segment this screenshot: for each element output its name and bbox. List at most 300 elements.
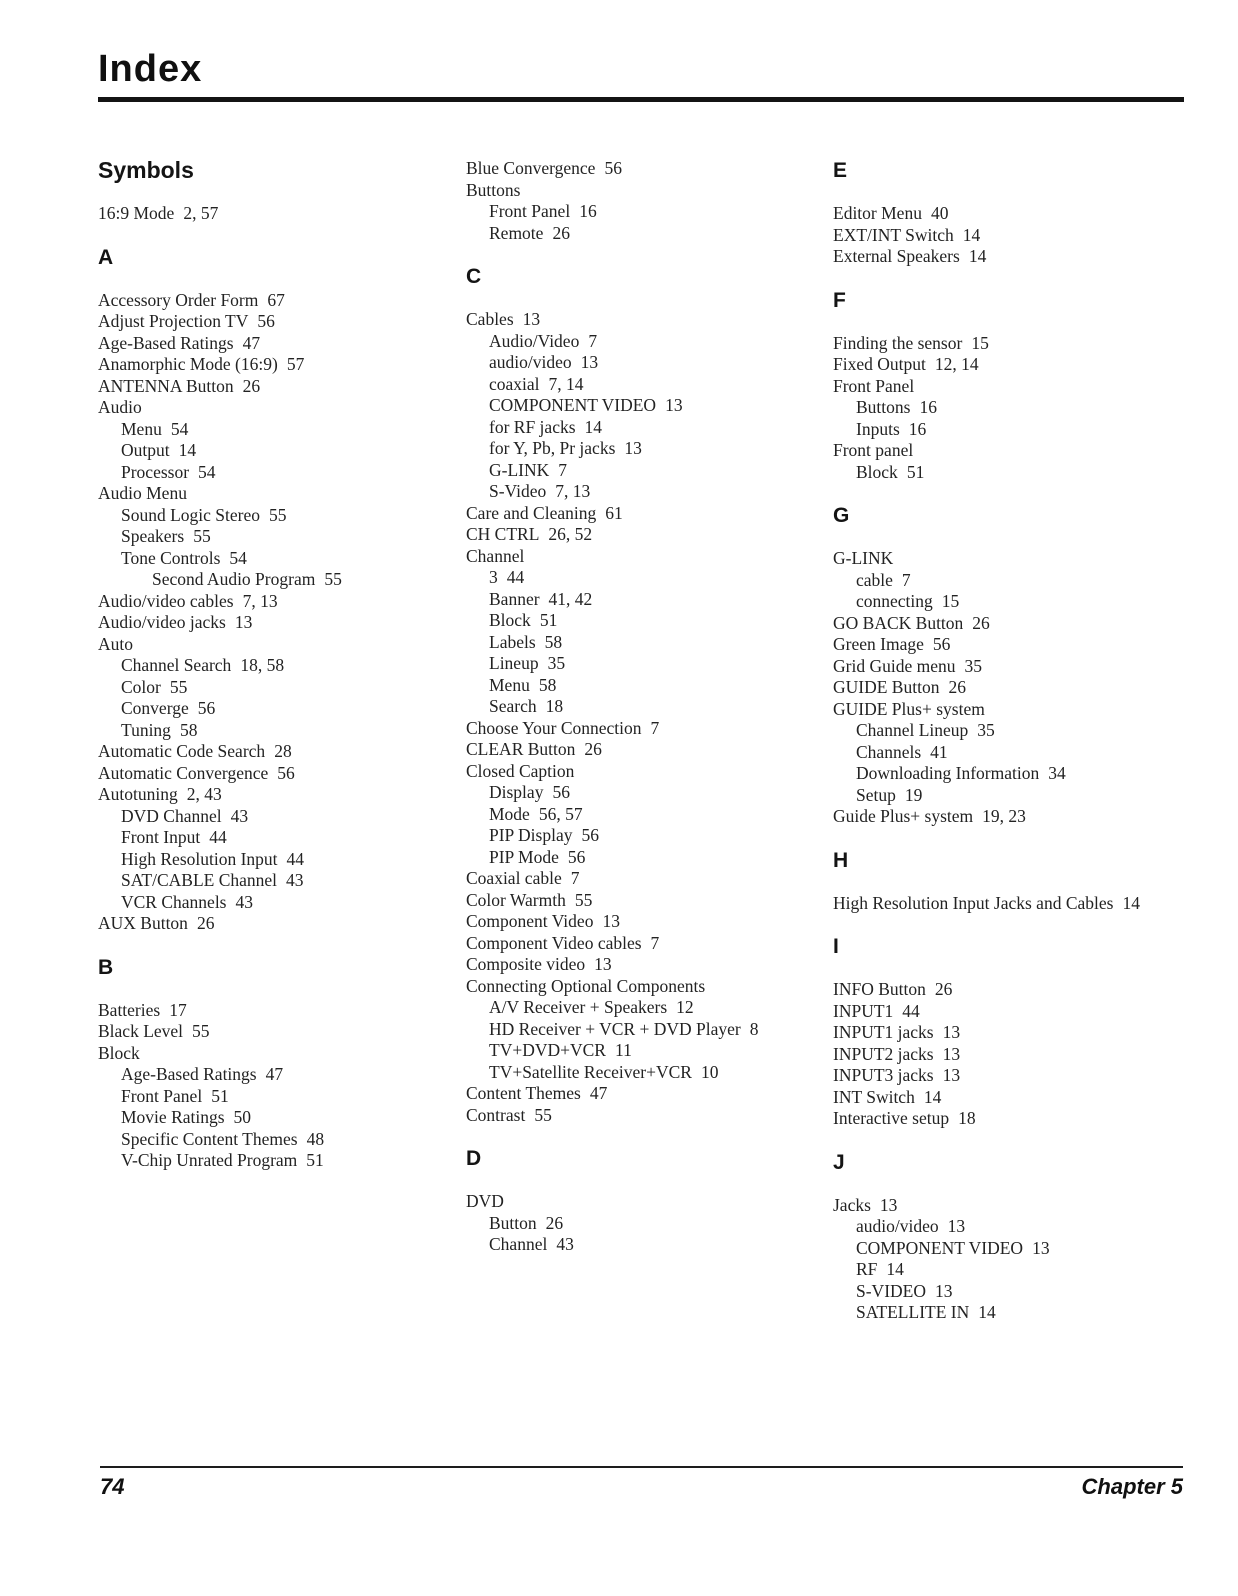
index-entry bbox=[833, 1044, 1195, 1066]
index-entry-label: Composite video bbox=[466, 954, 586, 974]
index-entry-pages: 14 bbox=[962, 224, 981, 245]
index-entry-pages: 26 bbox=[948, 677, 966, 697]
index-entry bbox=[466, 223, 828, 245]
index-entry-pages: 51 bbox=[306, 1150, 324, 1170]
index-entry bbox=[833, 397, 1195, 419]
index-entry-pages: 56 bbox=[552, 782, 570, 802]
index-entry bbox=[833, 1065, 1195, 1087]
index-entry-pages: 26, 52 bbox=[548, 524, 593, 544]
index-entry bbox=[466, 395, 828, 417]
index-entry-label: Audio bbox=[98, 397, 142, 417]
index-entry-label: Tuning bbox=[121, 719, 171, 740]
index-entry-label: Connecting Optional Components bbox=[466, 975, 706, 996]
index-entry-label: TV+Satellite Receiver+VCR bbox=[489, 1061, 692, 1082]
section-heading-c: C bbox=[466, 265, 482, 288]
index-entry-pages: 13 bbox=[947, 1216, 966, 1236]
index-entry-label: for RF jacks bbox=[489, 416, 576, 437]
index-entry bbox=[98, 548, 460, 570]
index-entry-label: Audio/Video bbox=[489, 330, 580, 351]
index-entry-pages: 55 bbox=[193, 526, 211, 546]
index-entry bbox=[833, 806, 1195, 828]
index-entry-pages: 26 bbox=[552, 222, 570, 243]
index-entry-label: Finding the sensor bbox=[833, 332, 963, 353]
index-entry-label: Channel Lineup bbox=[856, 720, 969, 740]
index-entry-label: Front Panel bbox=[489, 201, 571, 221]
index-entry bbox=[466, 589, 828, 611]
index-entry bbox=[833, 1195, 1195, 1217]
index-entry bbox=[466, 868, 828, 890]
index-entry-pages: 7 bbox=[558, 459, 568, 480]
index-entry bbox=[98, 763, 460, 785]
chapter-label: Chapter 5 bbox=[1081, 1474, 1183, 1499]
index-entry-pages: 18 bbox=[545, 696, 564, 716]
index-entry-label: Fixed Output bbox=[833, 354, 926, 374]
index-entry-pages: 13 bbox=[665, 395, 683, 415]
index-entry-pages: 26 bbox=[196, 913, 215, 933]
index-entry-label: CLEAR Button bbox=[466, 739, 576, 759]
index-entry-label: Blue Convergence bbox=[466, 158, 596, 178]
index-entry-label: Movie Ratings bbox=[121, 1107, 225, 1127]
index-entry bbox=[98, 612, 460, 634]
index-entry-label: External Speakers bbox=[833, 246, 960, 266]
section-heading-symbols: Symbols bbox=[98, 157, 194, 183]
index-entry-pages: 7 bbox=[650, 717, 660, 738]
index-entry-pages: 14 bbox=[978, 1302, 996, 1322]
index-entry bbox=[466, 309, 828, 331]
index-entry-label: CH CTRL bbox=[466, 524, 540, 544]
index-entry bbox=[466, 804, 828, 826]
index-entry-pages: 19 bbox=[904, 784, 923, 805]
section-heading-b: B bbox=[98, 955, 114, 979]
index-entry-pages: 43 bbox=[235, 891, 253, 912]
index-entry-pages: 44 bbox=[209, 827, 227, 847]
index-entry bbox=[833, 979, 1195, 1001]
index-entry-pages: 56 bbox=[197, 698, 216, 718]
index-entry bbox=[466, 201, 828, 223]
index-entry-label: Speakers bbox=[121, 526, 185, 546]
index-entry bbox=[833, 591, 1195, 613]
index-entry bbox=[98, 462, 460, 484]
index-entry bbox=[466, 933, 828, 955]
index-entry-label: cable bbox=[856, 569, 893, 590]
index-entry-pages: 13 bbox=[624, 438, 642, 458]
index-entry bbox=[833, 376, 1195, 398]
index-entry-label: Menu bbox=[121, 418, 162, 439]
index-entry-label: GUIDE Plus+ system bbox=[833, 698, 985, 719]
index-entry-pages: 14 bbox=[968, 246, 987, 266]
index-entry-label: DVD Channel bbox=[121, 805, 222, 826]
index-entry bbox=[98, 913, 460, 935]
index-entry-label: Guide Plus+ system bbox=[833, 806, 974, 826]
index-entry-label: Coaxial cable bbox=[466, 868, 562, 888]
index-entry-label: Specific Content Themes bbox=[121, 1128, 298, 1149]
index-entry-pages: 14 bbox=[1122, 892, 1140, 913]
index-entry bbox=[98, 677, 460, 699]
index-entry-pages: 15 bbox=[941, 591, 960, 611]
index-entry bbox=[833, 1216, 1195, 1238]
index-entry bbox=[466, 997, 828, 1019]
index-entry-pages: 67 bbox=[267, 289, 285, 310]
index-entry-label: TV+DVD+VCR bbox=[489, 1040, 606, 1060]
index-entry bbox=[98, 1000, 460, 1022]
index-column bbox=[466, 158, 828, 1256]
index-entry bbox=[466, 782, 828, 804]
index-entry-label: INFO Button bbox=[833, 979, 926, 999]
index-entry bbox=[98, 720, 460, 742]
index-entry-label: Channels bbox=[856, 741, 922, 762]
index-entry-label: Remote bbox=[489, 222, 544, 243]
index-entry-pages: 7 bbox=[570, 868, 580, 888]
section-heading-g: G bbox=[833, 504, 850, 527]
index-entry-label: Autotuning bbox=[98, 784, 178, 804]
index-entry-label: Content Themes bbox=[466, 1083, 581, 1103]
index-entry-label: Front Panel bbox=[121, 1085, 203, 1106]
index-entry-pages: 14 bbox=[584, 416, 603, 437]
index-entry-pages: 58 bbox=[538, 674, 557, 695]
index-entry-pages: 16 bbox=[919, 397, 937, 417]
index-entry-pages: 55 bbox=[269, 504, 287, 525]
index-entry-label: Batteries bbox=[98, 999, 161, 1020]
index-entry-label: Black Level bbox=[98, 1021, 184, 1041]
index-entry-label: Color Warmth bbox=[466, 889, 566, 910]
index-entry-pages: 13 bbox=[942, 1022, 961, 1042]
index-entry-label: Audio/video cables bbox=[98, 590, 234, 611]
index-entry bbox=[466, 890, 828, 912]
index-entry-label: High Resolution Input Jacks and Cables bbox=[833, 892, 1114, 913]
index-entry bbox=[98, 354, 460, 376]
index-entry-pages: 13 bbox=[942, 1043, 961, 1064]
index-entry-label: Color bbox=[121, 676, 161, 697]
index-entry-label: SAT/CABLE Channel bbox=[121, 870, 278, 890]
index-entry-label: GO BACK Button bbox=[833, 612, 964, 633]
index-entry bbox=[98, 203, 460, 225]
index-entry-label: Block bbox=[98, 1042, 140, 1063]
index-entry-label: Audio/video jacks bbox=[98, 612, 226, 632]
index-entry-label: Front Panel bbox=[833, 375, 915, 396]
index-entry-label: Age-Based Ratings bbox=[121, 1064, 257, 1084]
index-entry-pages: 56 bbox=[277, 762, 295, 783]
index-entry-label: 3 bbox=[489, 567, 498, 587]
index-entry-label: audio/video bbox=[489, 352, 572, 372]
index-entry-pages: 43 bbox=[230, 805, 249, 826]
index-entry bbox=[833, 785, 1195, 807]
index-entry bbox=[833, 677, 1195, 699]
index-entry bbox=[466, 331, 828, 353]
index-entry-pages: 13 bbox=[602, 911, 620, 931]
index-entry-pages: 13 bbox=[879, 1194, 898, 1215]
index-entry bbox=[466, 1234, 828, 1256]
index-entry-label: for Y, Pb, Pr jacks bbox=[489, 438, 616, 458]
index-entry-pages: 26 bbox=[242, 375, 261, 396]
index-entry-pages: 13 bbox=[935, 1280, 953, 1301]
index-entry-label: S-Video bbox=[489, 481, 547, 501]
index-entry-label: Care and Cleaning bbox=[466, 502, 597, 523]
index-entry bbox=[98, 376, 460, 398]
index-entry-pages: 44 bbox=[286, 848, 305, 869]
index-entry bbox=[98, 311, 460, 333]
index-entry-label: ANTENNA Button bbox=[98, 375, 234, 396]
index-entry-pages: 56 bbox=[567, 846, 586, 867]
index-entry bbox=[98, 1150, 460, 1172]
index-entry-pages: 13 bbox=[580, 352, 599, 372]
index-entry-pages: 26 bbox=[545, 1212, 564, 1233]
index-entry-pages: 26 bbox=[584, 739, 602, 759]
title-rule bbox=[98, 97, 1184, 102]
index-entry-pages: 15 bbox=[971, 332, 989, 353]
index-entry bbox=[833, 1281, 1195, 1303]
section-heading-i: I bbox=[833, 935, 839, 958]
index-entry-label: Jacks bbox=[833, 1194, 871, 1215]
index-entry bbox=[833, 462, 1195, 484]
index-entry bbox=[466, 1019, 828, 1041]
index-entry-label: Channel bbox=[466, 545, 525, 566]
section-heading-d: D bbox=[466, 1147, 482, 1170]
index-entry-pages: 10 bbox=[700, 1061, 719, 1082]
index-entry-pages: 50 bbox=[233, 1107, 252, 1127]
index-entry bbox=[833, 720, 1195, 742]
index-entry-pages: 54 bbox=[198, 461, 216, 482]
index-entry bbox=[98, 1086, 460, 1108]
index-entry-label: Channel bbox=[489, 1234, 548, 1254]
index-entry-label: Age-Based Ratings bbox=[98, 332, 234, 353]
section-heading-e: E bbox=[833, 159, 848, 182]
index-entry bbox=[833, 1108, 1195, 1130]
index-entry-label: Labels bbox=[489, 631, 536, 652]
index-entry-pages: 13 bbox=[942, 1065, 961, 1085]
index-entry bbox=[98, 333, 460, 355]
index-entry-label: V-Chip Unrated Program bbox=[121, 1150, 298, 1170]
index-entry-label: Audio Menu bbox=[98, 483, 187, 503]
index-entry-label: Banner bbox=[489, 588, 540, 609]
index-entry bbox=[833, 1302, 1195, 1324]
index-entry bbox=[466, 481, 828, 503]
section-heading-a: A bbox=[98, 245, 114, 269]
index-entry-pages: 56 bbox=[932, 634, 951, 654]
index-entry-label: Adjust Projection TV bbox=[98, 311, 249, 331]
index-column bbox=[833, 158, 1195, 1324]
index-entry-pages: 14 bbox=[178, 440, 197, 460]
index-entry-label: Block bbox=[489, 610, 531, 630]
index-entry-label: COMPONENT VIDEO bbox=[856, 1237, 1024, 1258]
index-entry bbox=[98, 1021, 460, 1043]
index-entry-pages: 14 bbox=[886, 1259, 904, 1279]
index-entry bbox=[833, 1087, 1195, 1109]
index-entry-label: Processor bbox=[121, 461, 190, 482]
index-entry-pages: 56 bbox=[257, 311, 275, 331]
index-entry-pages: 57 bbox=[286, 354, 305, 374]
index-entry-label: 16:9 Mode bbox=[98, 203, 175, 223]
index-entry-label: Sound Logic Stereo bbox=[121, 504, 261, 525]
index-entry-pages: 58 bbox=[179, 719, 198, 740]
index-entry-label: Downloading Information bbox=[856, 763, 1040, 783]
index-entry-pages: 56 bbox=[604, 158, 622, 178]
index-entry-pages: 55 bbox=[574, 889, 593, 910]
index-entry bbox=[466, 718, 828, 740]
index-entry-label: audio/video bbox=[856, 1216, 939, 1236]
index-entry-pages: 13 bbox=[234, 612, 253, 632]
index-entry-pages: 41 bbox=[930, 741, 948, 762]
index-entry bbox=[466, 417, 828, 439]
index-entry bbox=[466, 503, 828, 525]
index-entry-pages: 16 bbox=[579, 201, 597, 221]
index-entry-label: INPUT3 jacks bbox=[833, 1065, 934, 1085]
index-entry-pages: 28 bbox=[274, 741, 292, 761]
index-entry bbox=[833, 548, 1195, 570]
index-entry-pages: 8 bbox=[749, 1018, 759, 1039]
page-number: 74 bbox=[100, 1474, 125, 1499]
index-entry bbox=[466, 1040, 828, 1062]
index-entry bbox=[466, 352, 828, 374]
index-entry bbox=[466, 158, 828, 180]
index-entry bbox=[98, 870, 460, 892]
index-entry bbox=[98, 1064, 460, 1086]
index-entry bbox=[98, 397, 460, 419]
index-entry bbox=[466, 567, 828, 589]
index-entry bbox=[466, 1105, 828, 1127]
index-entry-label: Editor Menu bbox=[833, 203, 922, 223]
index-entry-pages: 56, 57 bbox=[538, 803, 583, 824]
index-entry-pages: 7 bbox=[901, 569, 911, 590]
index-entry-label: INPUT1 bbox=[833, 1000, 894, 1021]
index-entry-label: Closed Caption bbox=[466, 760, 575, 781]
index-entry-label: Tone Controls bbox=[121, 547, 221, 568]
index-entry-label: Anamorphic Mode (16:9) bbox=[98, 354, 278, 374]
index-entry-pages: 44 bbox=[902, 1000, 920, 1021]
index-entry bbox=[98, 483, 460, 505]
index-entry-label: connecting bbox=[856, 591, 933, 611]
index-entry-label: Block bbox=[856, 461, 898, 482]
index-entry-label: EXT/INT Switch bbox=[833, 224, 954, 245]
index-entry-pages: 18 bbox=[958, 1108, 976, 1128]
index-entry-pages: 35 bbox=[547, 653, 566, 673]
index-entry bbox=[466, 976, 828, 998]
index-entry bbox=[466, 653, 828, 675]
index-entry bbox=[466, 374, 828, 396]
index-entry-pages: 13 bbox=[522, 309, 541, 329]
index-entry bbox=[833, 742, 1195, 764]
index-entry-pages: 40 bbox=[930, 203, 949, 223]
index-entry bbox=[466, 460, 828, 482]
index-entry-label: Automatic Convergence bbox=[98, 762, 269, 783]
index-entry bbox=[98, 290, 460, 312]
index-entry-pages: 55 bbox=[192, 1021, 210, 1041]
index-entry-pages: 44 bbox=[506, 567, 525, 587]
index-entry bbox=[98, 827, 460, 849]
index-entry-pages: 51 bbox=[539, 610, 558, 630]
index-entry-label: Automatic Code Search bbox=[98, 741, 266, 761]
index-entry bbox=[98, 698, 460, 720]
index-entry bbox=[98, 1107, 460, 1129]
index-entry bbox=[466, 696, 828, 718]
index-entry-label: Component Video bbox=[466, 911, 594, 931]
index-entry-label: Lineup bbox=[489, 653, 539, 673]
index-entry-label: High Resolution Input bbox=[121, 848, 278, 869]
index-entry-pages: 2, 43 bbox=[186, 784, 222, 804]
index-entry bbox=[98, 440, 460, 462]
index-entry-pages: 56 bbox=[581, 825, 599, 845]
index-entry-pages: 35 bbox=[977, 720, 995, 740]
index-entry-label: Second Audio Program bbox=[152, 569, 316, 589]
index-entry-label: INPUT1 jacks bbox=[833, 1022, 934, 1042]
index-entry bbox=[98, 784, 460, 806]
index-entry-label: SATELLITE IN bbox=[856, 1302, 970, 1322]
index-entry-label: Interactive setup bbox=[833, 1108, 950, 1128]
index-entry bbox=[466, 1083, 828, 1105]
index-entry bbox=[98, 1043, 460, 1065]
index-entry bbox=[98, 419, 460, 441]
index-entry-label: Channel Search bbox=[121, 655, 232, 675]
index-entry-pages: 2, 57 bbox=[183, 203, 219, 223]
index-entry-pages: 11 bbox=[614, 1040, 632, 1060]
index-entry-pages: 26 bbox=[934, 979, 953, 999]
index-entry bbox=[466, 524, 828, 546]
index-entry-pages: 51 bbox=[211, 1085, 229, 1106]
index-entry-pages: 55 bbox=[324, 569, 342, 589]
index-entry bbox=[833, 246, 1195, 268]
index-entry-label: COMPONENT VIDEO bbox=[489, 395, 657, 415]
index-entry bbox=[833, 203, 1195, 225]
index-entry bbox=[466, 911, 828, 933]
index-entry bbox=[833, 1259, 1195, 1281]
index-entry-pages: 14 bbox=[923, 1086, 942, 1107]
index-entry-pages: 47 bbox=[589, 1083, 608, 1103]
index-entry-label: Front Input bbox=[121, 827, 201, 847]
index-entry-label: VCR Channels bbox=[121, 891, 227, 912]
index-entry bbox=[833, 419, 1195, 441]
index-entry-pages: 54 bbox=[229, 547, 247, 568]
index-entry-pages: 47 bbox=[265, 1064, 284, 1084]
index-entry-label: Converge bbox=[121, 698, 189, 718]
index-entry bbox=[466, 1213, 828, 1235]
index-entry-label: Buttons bbox=[466, 179, 521, 200]
index-entry-pages: 7 bbox=[588, 330, 598, 351]
index-entry bbox=[98, 634, 460, 656]
index-entry-label: G-LINK bbox=[489, 459, 550, 480]
index-entry-label: Button bbox=[489, 1212, 537, 1233]
index-entry bbox=[466, 610, 828, 632]
index-entry bbox=[98, 1129, 460, 1151]
page-footer bbox=[100, 1466, 1183, 1500]
index-entry bbox=[98, 526, 460, 548]
index-entry-pages: 41, 42 bbox=[548, 588, 593, 609]
index-entry-label: Green Image bbox=[833, 634, 924, 654]
index-entry bbox=[98, 849, 460, 871]
index-entry-label: Output bbox=[121, 440, 170, 460]
page-header bbox=[98, 50, 1184, 102]
index-entry bbox=[833, 613, 1195, 635]
index-entry bbox=[833, 225, 1195, 247]
index-entry bbox=[466, 847, 828, 869]
index-entry bbox=[98, 655, 460, 677]
index-entry-pages: 13 bbox=[594, 954, 612, 974]
index-entry bbox=[98, 591, 460, 613]
index-entry bbox=[98, 741, 460, 763]
index-entry-label: Buttons bbox=[856, 397, 911, 417]
index-entry-pages: 58 bbox=[544, 631, 563, 652]
index-entry-label: Contrast bbox=[466, 1104, 526, 1125]
index-entry-pages: 35 bbox=[964, 655, 982, 676]
index-entry-label: INT Switch bbox=[833, 1086, 915, 1107]
index-entry bbox=[833, 893, 1195, 915]
index-entry-label: INPUT2 jacks bbox=[833, 1043, 934, 1064]
index-entry bbox=[466, 632, 828, 654]
index-entry-label: Grid Guide menu bbox=[833, 655, 956, 676]
index-entry-pages: 54 bbox=[170, 418, 189, 439]
index-entry-pages: 55 bbox=[534, 1104, 552, 1125]
index-entry-pages: 48 bbox=[306, 1128, 325, 1149]
index-entry bbox=[466, 546, 828, 568]
index-entry bbox=[833, 354, 1195, 376]
